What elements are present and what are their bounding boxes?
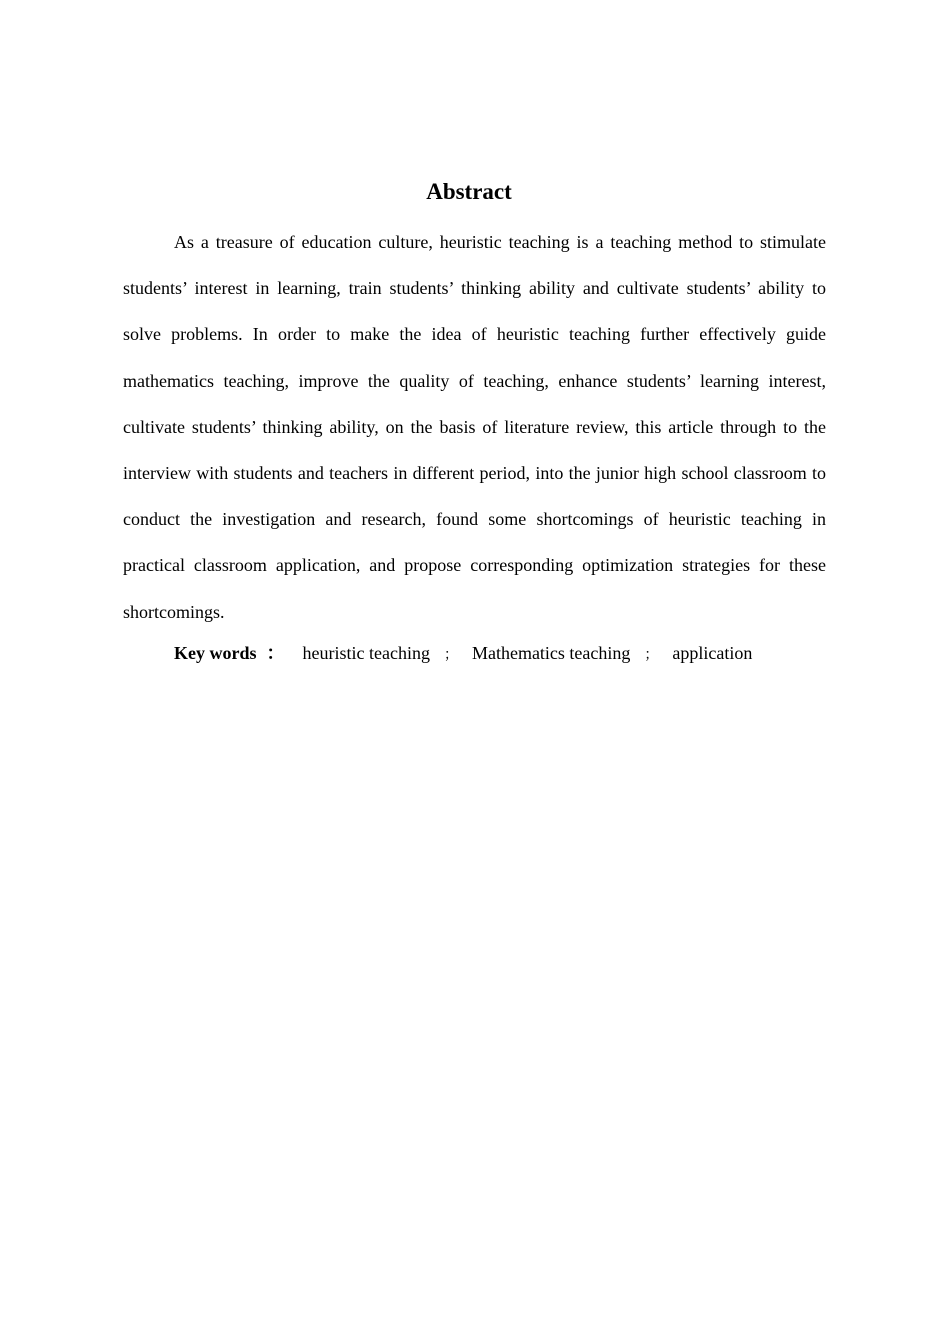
abstract-body: As a treasure of education culture, heuristic teaching is a teaching method to stimulate students’ interest in learning, train students’ thinking ability and cultivate students’ ability to solve problems. In order to make the idea of heuristic teaching further effectively guide mathematics teaching, improve the quality of teaching, enhance students’ learning interest, cultivate students’ thinking ability, on the basis of literature review, this article through to the interview with students and teachers in different period, into the junior high school classroom to conduct the investigation and research, found some shortcomings of heuristic teaching in practical classroom application, and propose corresponding optimization strategies for these shortcomings. (123, 232, 826, 622)
keyword-item: application (672, 643, 753, 663)
keywords-label: Key words (174, 643, 257, 663)
keyword-item: Mathematics teaching (471, 643, 631, 663)
keywords-line (174, 635, 752, 674)
keyword-item: heuristic teaching (302, 643, 430, 663)
keyword-separator: ； (644, 648, 659, 663)
keywords-colon: ： (266, 643, 285, 663)
keyword-separator: ； (443, 648, 458, 663)
abstract-title: Abstract (426, 179, 512, 204)
